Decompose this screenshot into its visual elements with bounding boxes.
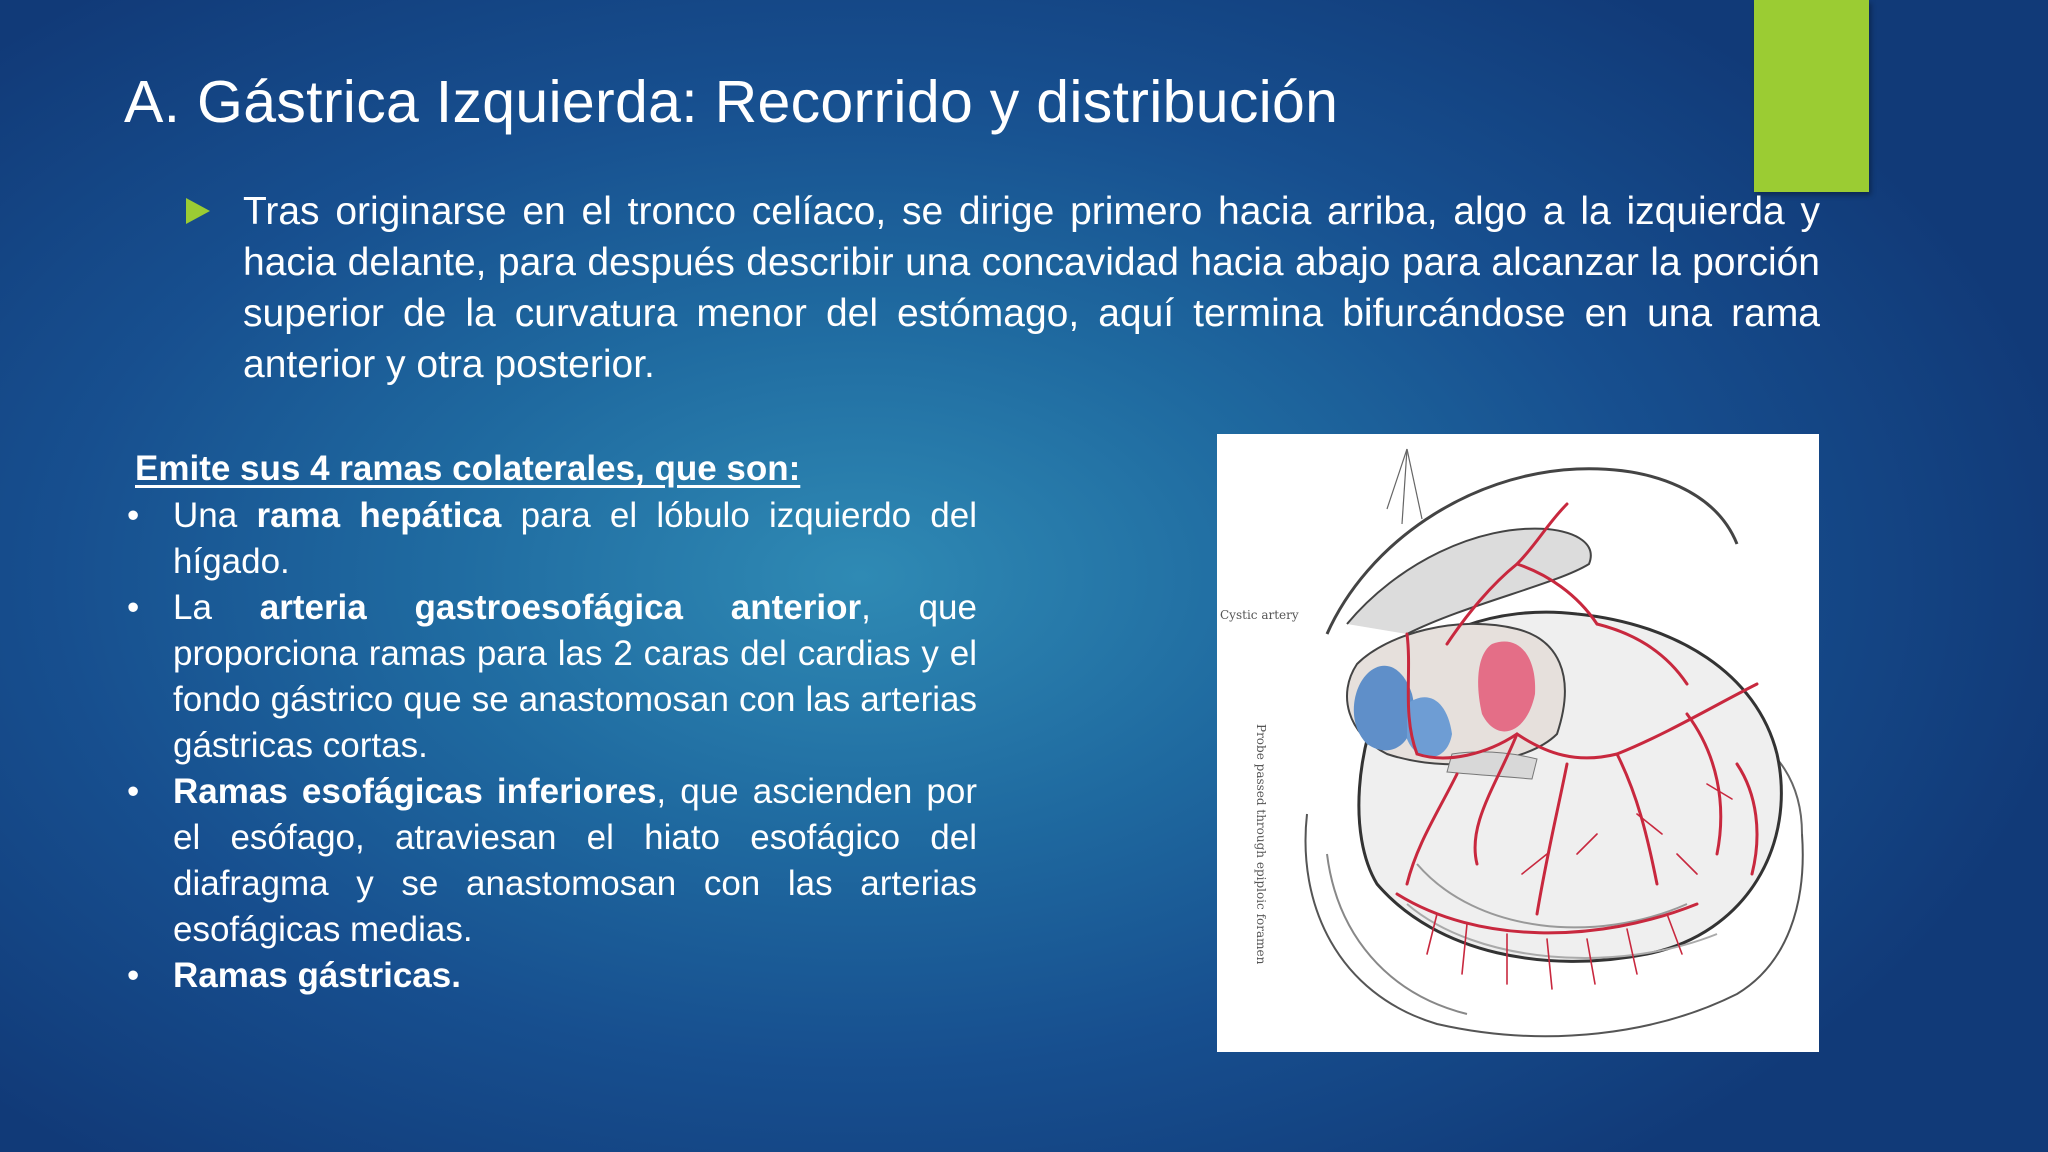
branch-item-esophageal: • Ramas esofágicas inferiores, que ascienden por el esófago, atraviesan el hiato esofágico del diafragma y se anastomosan con las arterias esofágicas medias. <box>122 769 977 953</box>
branch-list <box>122 493 977 999</box>
accent-bar <box>1754 0 1869 192</box>
branches-heading: Emite sus 4 ramas colaterales, que son: <box>135 449 801 488</box>
label-cystic-artery: Cystic artery <box>1220 608 1299 622</box>
branch-item-hepatic: • Una rama hepática para el lóbulo izquierdo del hígado. <box>122 493 977 585</box>
slide-title: A. Gástrica Izquierda: Recorrido y distribución <box>124 69 1339 135</box>
collateral-branches <box>122 446 977 999</box>
bullet-dot-icon: • <box>127 496 140 535</box>
bullet-dot-icon: • <box>127 772 140 811</box>
branch-item-gastroesophageal: • La arteria gastroesofágica anterior, que proporciona ramas para las 2 caras del cardias y el fondo gástrico que se anastomosan con las arterias gástricas cortas. <box>122 585 977 769</box>
triangle-bullet-icon <box>186 198 210 224</box>
stomach-artery-illustration <box>1217 434 1819 1052</box>
bullet-dot-icon: • <box>127 588 140 627</box>
bullet-dot-icon: • <box>127 956 140 995</box>
label-probe: Probe passed through epiploic foramen <box>1254 724 1268 965</box>
main-bullet <box>186 186 1820 390</box>
branch-item-gastric: • Ramas gástricas. <box>122 953 977 999</box>
stomach-illustration-svg <box>1217 434 1819 1052</box>
main-bullet-text: Tras originarse en el tronco celíaco, se dirige primero hacia arriba, algo a la izquierda y hacia delante, para después describir una concavidad hacia abajo para alcanzar la porción superior de la curvatura menor del estómago, aquí termina bifurcándose en una rama anterior y otra posterior. <box>243 190 1820 386</box>
